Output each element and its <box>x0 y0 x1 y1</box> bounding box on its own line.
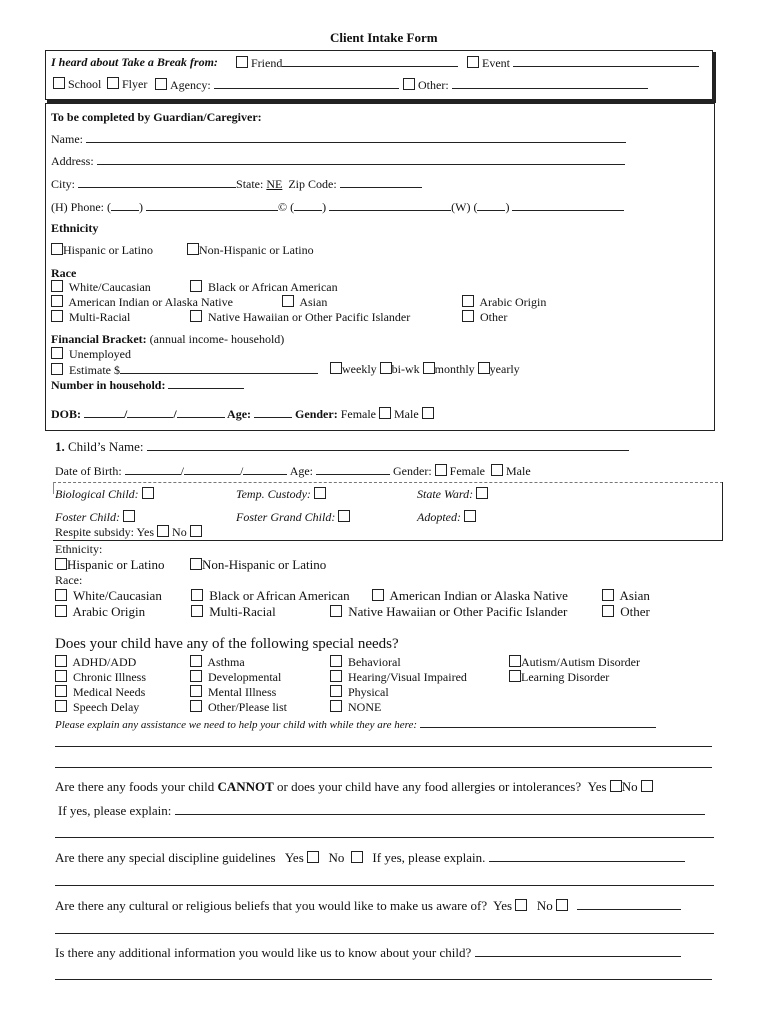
guardian-eth-hispanic[interactable]: Hispanic or Latino <box>51 243 153 258</box>
guardian-name-field[interactable]: Name: <box>51 131 626 147</box>
checkbox[interactable] <box>330 670 342 682</box>
state-value[interactable]: NE <box>266 177 283 191</box>
female-checkbox[interactable] <box>379 407 391 419</box>
checkbox[interactable] <box>190 670 202 682</box>
cultural-yes-checkbox[interactable] <box>515 899 527 911</box>
checkbox[interactable] <box>330 700 342 712</box>
checkbox[interactable] <box>190 558 202 570</box>
child-female-checkbox[interactable] <box>435 464 447 476</box>
foster-child-option[interactable]: Foster Child: <box>55 510 138 525</box>
state-ward-option[interactable]: State Ward: <box>417 487 491 502</box>
checkbox[interactable] <box>191 605 203 617</box>
checkbox[interactable] <box>190 685 202 697</box>
child-race-asian[interactable]: Asian <box>602 588 650 604</box>
checkbox[interactable] <box>51 363 63 375</box>
child-dob-row[interactable]: Date of Birth: / / Age: Gender: Female Male <box>55 464 531 478</box>
checkbox[interactable] <box>51 295 63 307</box>
foods-no-checkbox[interactable] <box>641 780 653 792</box>
checkbox[interactable] <box>55 558 67 570</box>
unemployed-option[interactable]: Unemployed <box>51 347 131 362</box>
checkbox[interactable] <box>123 510 135 522</box>
checkbox[interactable] <box>338 510 350 522</box>
checkbox[interactable] <box>330 685 342 697</box>
checkbox[interactable] <box>330 655 342 667</box>
checkbox[interactable] <box>462 310 474 322</box>
answer-line[interactable] <box>55 837 714 838</box>
checkbox[interactable] <box>190 310 202 322</box>
referral-agency[interactable]: Agency: <box>155 77 399 93</box>
checkbox[interactable] <box>51 243 63 255</box>
child-race-multi[interactable]: Multi-Racial <box>191 604 276 620</box>
child-race-hawaiian[interactable]: Native Hawaiian or Other Pacific Islander <box>330 604 567 620</box>
checkbox[interactable] <box>602 605 614 617</box>
checkbox[interactable] <box>314 487 326 499</box>
referral-label: I heard about Take a Break from: <box>51 55 218 69</box>
checkbox[interactable] <box>372 589 384 601</box>
guardian-heading: To be completed by Guardian/Caregiver: <box>51 110 262 124</box>
checkbox[interactable] <box>509 655 521 667</box>
checkbox[interactable] <box>55 605 67 617</box>
referral-event[interactable]: Event <box>467 55 699 71</box>
guardian-race-hawaiian[interactable]: Native Hawaiian or Other Pacific Islander <box>190 310 410 325</box>
need-behavioral[interactable]: Behavioral <box>330 655 401 670</box>
need-asthma[interactable]: Asthma <box>190 655 245 670</box>
need-developmental[interactable]: Developmental <box>190 670 281 685</box>
guardian-eth-non[interactable]: Non-Hispanic or Latino <box>187 243 314 258</box>
household-field[interactable]: Number in household: <box>51 377 244 393</box>
child-race-label: Race: <box>55 573 83 587</box>
checkbox[interactable] <box>51 347 63 359</box>
guardian-race-amind[interactable]: American Indian or Alaska Native <box>51 295 233 310</box>
flyer-checkbox[interactable] <box>107 77 119 89</box>
cultural-no-checkbox[interactable] <box>556 899 568 911</box>
referral-flyer[interactable]: Flyer <box>107 77 147 92</box>
biwk-checkbox[interactable] <box>380 362 392 374</box>
discipline-yes-checkbox[interactable] <box>307 851 319 863</box>
checkbox[interactable] <box>55 655 67 667</box>
cultural-question[interactable]: Are there any cultural or religious beliefs that you would like to make us aware of? Yes No <box>55 898 681 914</box>
need-learning[interactable]: Learning Disorder <box>509 670 609 685</box>
answer-line[interactable] <box>55 746 712 747</box>
guardian-race-multi[interactable]: Multi-Racial <box>51 310 130 325</box>
guardian-race-arabic[interactable]: Arabic Origin <box>462 295 546 310</box>
bio-child-option[interactable]: Biological Child: <box>55 487 157 502</box>
referral-friend[interactable]: Friend <box>236 55 458 71</box>
checkbox[interactable] <box>464 510 476 522</box>
child-race-other[interactable]: Other <box>602 604 650 620</box>
needs-explain-field[interactable]: Please explain any assistance we need to help your child with while they are here: <box>55 716 656 731</box>
checkbox[interactable] <box>51 310 63 322</box>
page-title: Client Intake Form <box>330 30 438 45</box>
adopted-option[interactable]: Adopted: <box>417 510 479 525</box>
friend-checkbox[interactable] <box>236 56 248 68</box>
discipline-question[interactable]: Are there any special discipline guidelines Yes No If yes, please explain. <box>55 850 685 866</box>
checkbox[interactable] <box>509 670 521 682</box>
need-mental[interactable]: Mental Illness <box>190 685 276 700</box>
checkbox[interactable] <box>51 280 63 292</box>
foods-question: Are there any foods your child CANNOT or does your child have any food allergies or intolerances? Yes No <box>55 779 656 795</box>
checkbox[interactable] <box>330 605 342 617</box>
financial-bracket-label: Financial Bracket: (annual income- household) <box>51 332 285 346</box>
checkbox[interactable] <box>142 487 154 499</box>
answer-line[interactable] <box>55 933 714 934</box>
yearly-checkbox[interactable] <box>478 362 490 374</box>
need-none[interactable]: NONE <box>330 700 381 715</box>
other-checkbox[interactable] <box>403 78 415 90</box>
additional-question[interactable]: Is there any additional information you would like us to know about your child? <box>55 945 681 961</box>
need-other[interactable]: Other/Please list <box>190 700 287 715</box>
foods-explain-field[interactable]: If yes, please explain: <box>58 803 705 819</box>
child-ethnicity-label: Ethnicity: <box>55 542 103 556</box>
guardian-ethnicity-label: Ethnicity <box>51 221 99 235</box>
foods-yes-checkbox[interactable] <box>610 780 622 792</box>
guardian-phone-row[interactable]: (H) Phone: ( ) © ( ) (W) ( ) <box>51 199 624 215</box>
referral-other[interactable]: Other: <box>403 77 648 93</box>
need-chronic[interactable]: Chronic Illness <box>55 670 146 685</box>
agency-checkbox[interactable] <box>155 78 167 90</box>
foster-grand-option[interactable]: Foster Grand Child: <box>236 510 353 525</box>
checkbox[interactable] <box>55 685 67 697</box>
event-checkbox[interactable] <box>467 56 479 68</box>
child-name-field[interactable]: 1. Child’s Name: <box>55 439 629 455</box>
guardian-dob-row[interactable]: DOB: / / Age: Gender: Female Male <box>51 406 437 422</box>
discipline-no-checkbox[interactable] <box>351 851 363 863</box>
answer-line[interactable] <box>55 767 712 768</box>
checkbox[interactable] <box>476 487 488 499</box>
checkbox[interactable] <box>55 670 67 682</box>
need-hearing[interactable]: Hearing/Visual Impaired <box>330 670 467 685</box>
monthly-checkbox[interactable] <box>423 362 435 374</box>
checkbox[interactable] <box>282 295 294 307</box>
need-medical[interactable]: Medical Needs <box>55 685 145 700</box>
answer-line[interactable] <box>55 979 712 980</box>
checkbox[interactable] <box>191 589 203 601</box>
estimate-field[interactable]: Estimate $ <box>51 362 318 378</box>
guardian-race-other[interactable]: Other <box>462 310 507 325</box>
need-speech[interactable]: Speech Delay <box>55 700 139 715</box>
checkbox[interactable] <box>190 700 202 712</box>
guardian-race-white[interactable]: White/Caucasian <box>51 280 151 295</box>
referral-school[interactable]: School <box>53 77 101 92</box>
need-physical[interactable]: Physical <box>330 685 389 700</box>
temp-custody-option[interactable]: Temp. Custody: <box>236 487 329 502</box>
child-eth-non[interactable]: Non-Hispanic or Latino <box>190 557 326 573</box>
child-eth-hispanic[interactable]: Hispanic or Latino <box>55 557 164 573</box>
child-race-amind[interactable]: American Indian or Alaska Native <box>372 588 568 604</box>
guardian-race-black[interactable]: Black or African American <box>190 280 338 295</box>
respite-subsidy[interactable]: Respite subsidy: Yes No <box>55 525 205 540</box>
checkbox[interactable] <box>187 243 199 255</box>
guardian-city-row[interactable]: City: State: NE Zip Code: <box>51 176 422 192</box>
answer-line[interactable] <box>55 885 714 886</box>
checkbox[interactable] <box>190 655 202 667</box>
respite-yes-checkbox[interactable] <box>157 525 169 537</box>
guardian-race-label: Race <box>51 266 77 280</box>
guardian-address-field[interactable]: Address: <box>51 153 625 169</box>
child-race-arabic[interactable]: Arabic Origin <box>55 604 145 620</box>
checkbox[interactable] <box>55 589 67 601</box>
checkbox[interactable] <box>462 295 474 307</box>
weekly-checkbox[interactable] <box>330 362 342 374</box>
checkbox[interactable] <box>602 589 614 601</box>
pay-period-options[interactable]: weekly bi-wk monthly yearly <box>330 362 520 377</box>
child-race-white[interactable]: White/Caucasian <box>55 588 162 604</box>
guardian-race-asian[interactable]: Asian <box>282 295 327 310</box>
child-male-checkbox[interactable] <box>491 464 503 476</box>
checkbox[interactable] <box>190 280 202 292</box>
school-checkbox[interactable] <box>53 77 65 89</box>
child-race-black[interactable]: Black or African American <box>191 588 350 604</box>
need-autism[interactable]: Autism/Autism Disorder <box>509 655 640 670</box>
checkbox[interactable] <box>55 700 67 712</box>
respite-no-checkbox[interactable] <box>190 525 202 537</box>
male-checkbox[interactable] <box>422 407 434 419</box>
special-needs-question: Does your child have any of the following special needs? <box>55 636 399 652</box>
need-adhd[interactable]: ADHD/ADD <box>55 655 136 670</box>
